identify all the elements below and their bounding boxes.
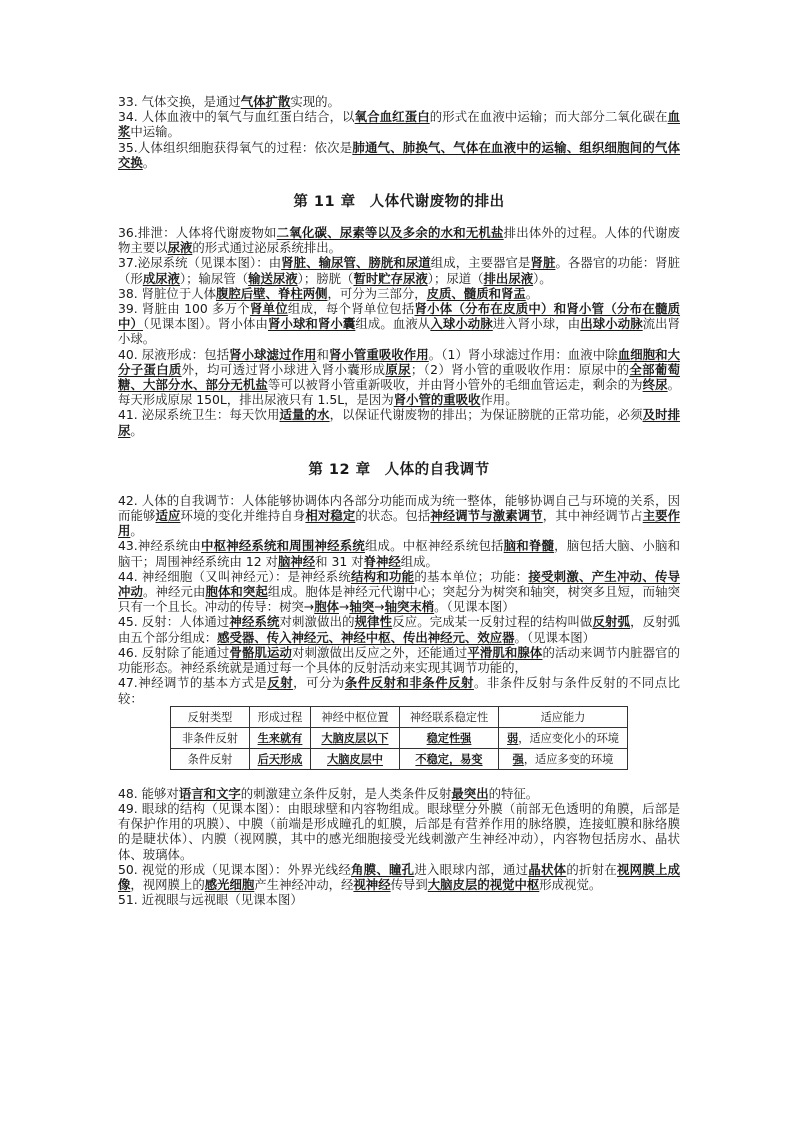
- item-43: 43.神经系统由中枢神经系统和周围神经系统组成。中枢神经系统包括脑和脊髓，脑包括大脑、小脑和脑干；周围神经系统由 12 对脑神经和 31 对脊神经组成。: [118, 538, 681, 569]
- table-cell: 稳定性强: [400, 727, 499, 748]
- table-cell: 强，适应多变的环境: [499, 748, 628, 769]
- table-cell: 生来就有: [250, 727, 311, 748]
- item-45: 45. 反射：人体通过神经系统对刺激做出的规律性反应。完成某一反射过程的结构叫做反射弧，反射弧由五个部分组成：感受器、传入神经元、神经中枢、传出神经元、效应器。（见课本图）: [118, 614, 681, 645]
- item-48: 48. 能够对语言和文字的刺激建立条件反射，是人类条件反射最突出的特征。: [118, 785, 539, 801]
- item-49: 49. 眼球的结构（见课本图）：由眼球壁和内容物组成。眼球壁分外膜（前部无色透明的角膜，后部是有保护作用的巩膜）、中膜（前端是形成瞳孔的虹膜，后部是有营养作用的脉络膜，连接虹膜和脉络膜的是睫状体）、内膜（视网膜，其中的感光细胞接受光线刺激产生神经冲动），内容物包括房水、晶状体、玻璃体。: [118, 800, 680, 862]
- item-51: 51. 近视眼与远视眼（见课本图）: [118, 892, 303, 908]
- table-cell: 条件反射: [171, 748, 250, 769]
- item-46: 46. 反射除了能通过骨骼肌运动对刺激做出反应之外，还能通过平滑肌和腺体的活动来调节内脏器官的功能形态。神经系统就是通过每一个具体的反射活动来实现其调节功能的，: [118, 644, 681, 676]
- item-41: 41. 泌尿系统卫生：每天饮用适量的水，以保证代谢废物的排出；为保证膀胱的正常功能，必须及时排尿。: [118, 407, 681, 438]
- item-44: 44. 神经细胞（又叫神经元）：是神经系统结构和功能的基本单位；功能：接受刺激、产生冲动、传导冲动。神经元由胞体和突起组成。胞体是神经元代谢中心；突起分为树突和轴突，树突多且短，而轴突只有一个且长。冲动的传导：树突→胞体→轴突→轴突末梢。（见课本图）: [118, 568, 681, 615]
- item-37: 37.泌尿系统（见课本图）：由肾脏、输尿管、膀胱和尿道组成，主要器官是肾脏。各器官的功能：肾脏（形成尿液）；输尿管（输送尿液）；膀胱（暂时贮存尿液）；尿道（排出尿液）。: [118, 255, 681, 286]
- table-header-row: [171, 706, 628, 727]
- item-47: 47.神经调节的基本方式是反射，可分为条件反射和非条件反射。非条件反射与条件反射的不同点比较：: [118, 675, 681, 706]
- reflex-comparison-table: [170, 706, 628, 770]
- chapter-12-heading: 第 12 章 人体的自我调节: [308, 461, 490, 478]
- item-38: 38. 肾脏位于人体腹腔后壁、脊柱两侧，可分为三部分，皮质、髓质和肾盂。: [118, 285, 539, 301]
- table-header-cell: 适应能力: [499, 706, 628, 727]
- item-50: 50. 视觉的形成（见课本图）：外界光线经角膜、瞳孔进入眼球内部，通过晶状体的折射在视网膜上成像，视网膜上的感光细胞产生神经冲动，经视神经传导到大脑皮层的视觉中枢形成视觉。: [118, 861, 681, 892]
- table-header-cell: 反射类型: [171, 706, 250, 727]
- table-header-cell: 神经中枢位置: [311, 706, 400, 727]
- item-33: 33. 气体交换，是通过气体扩散实现的。: [118, 94, 340, 109]
- table-header-cell: 形成过程: [250, 706, 311, 727]
- item-34: 34. 人体血液中的氧气与血红蛋白结合，以氧合血红蛋白的形式在血液中运输；而大部分二氧化碳在血浆中运输。: [118, 109, 680, 140]
- item-42: 42. 人体的自我调节：人体能够协调体内各部分功能而成为统一整体，能够协调自己与环境的关系，因而能够适应环境的变化并维持自身相对稳定的状态。包括神经调节与激素调节，其中神经调节占主要作用。: [118, 492, 681, 539]
- table-cell: 非条件反射: [171, 727, 250, 748]
- document-page: [118, 94, 680, 907]
- table-cell: 大脑皮层中: [311, 748, 400, 769]
- table-cell: 后天形成: [250, 748, 311, 769]
- item-36: 36.排泄：人体将代谢废物如二氧化碳、尿素等以及多余的水和无机盐排出体外的过程。人体的代谢废物主要以尿液的形式通过泌尿系统排出。: [118, 225, 681, 256]
- table-cell: 大脑皮层以下: [311, 727, 400, 748]
- table-row: [171, 748, 628, 769]
- table-cell: 不稳定，易变: [400, 748, 499, 769]
- table-row: [171, 727, 628, 748]
- chapter-11-heading: 第 11 章 人体代谢废物的排出: [293, 194, 505, 211]
- table-cell: 弱，适应变化小的环境: [499, 727, 628, 748]
- table-header-cell: 神经联系稳定性: [400, 706, 499, 727]
- item-35: 35.人体组织细胞获得氧气的过程：依次是肺通气、肺换气、气体在血液中的运输、组织细胞间的气体交换。: [118, 139, 680, 170]
- item-39: 39. 肾脏由 100 多万个肾单位组成，每个肾单位包括肾小体（分布在皮质中）和肾小管（分布在髓质中）（见课本图）。肾小体由肾小球和肾小囊组成。血液从入球小动脉进入肾小球，由出球小动脉流出肾小球。: [118, 301, 681, 347]
- item-40: 40. 尿液形成：包括肾小球滤过作用和肾小管重吸收作用。（1）肾小球滤过作用：血液中除血细胞和大分子蛋白质外，均可透过肾小球进入肾小囊形成原尿；（2）肾小管的重吸收作用：原尿中的全部葡萄糖、大部分水、部分无机盐等可以被肾小管重新吸收，并由肾小管外的毛细血管运走，剩余的为终尿。每天形成原尿 150L，排出尿液只有 1.5L，是因为肾小管的重吸收作用。: [118, 346, 681, 408]
